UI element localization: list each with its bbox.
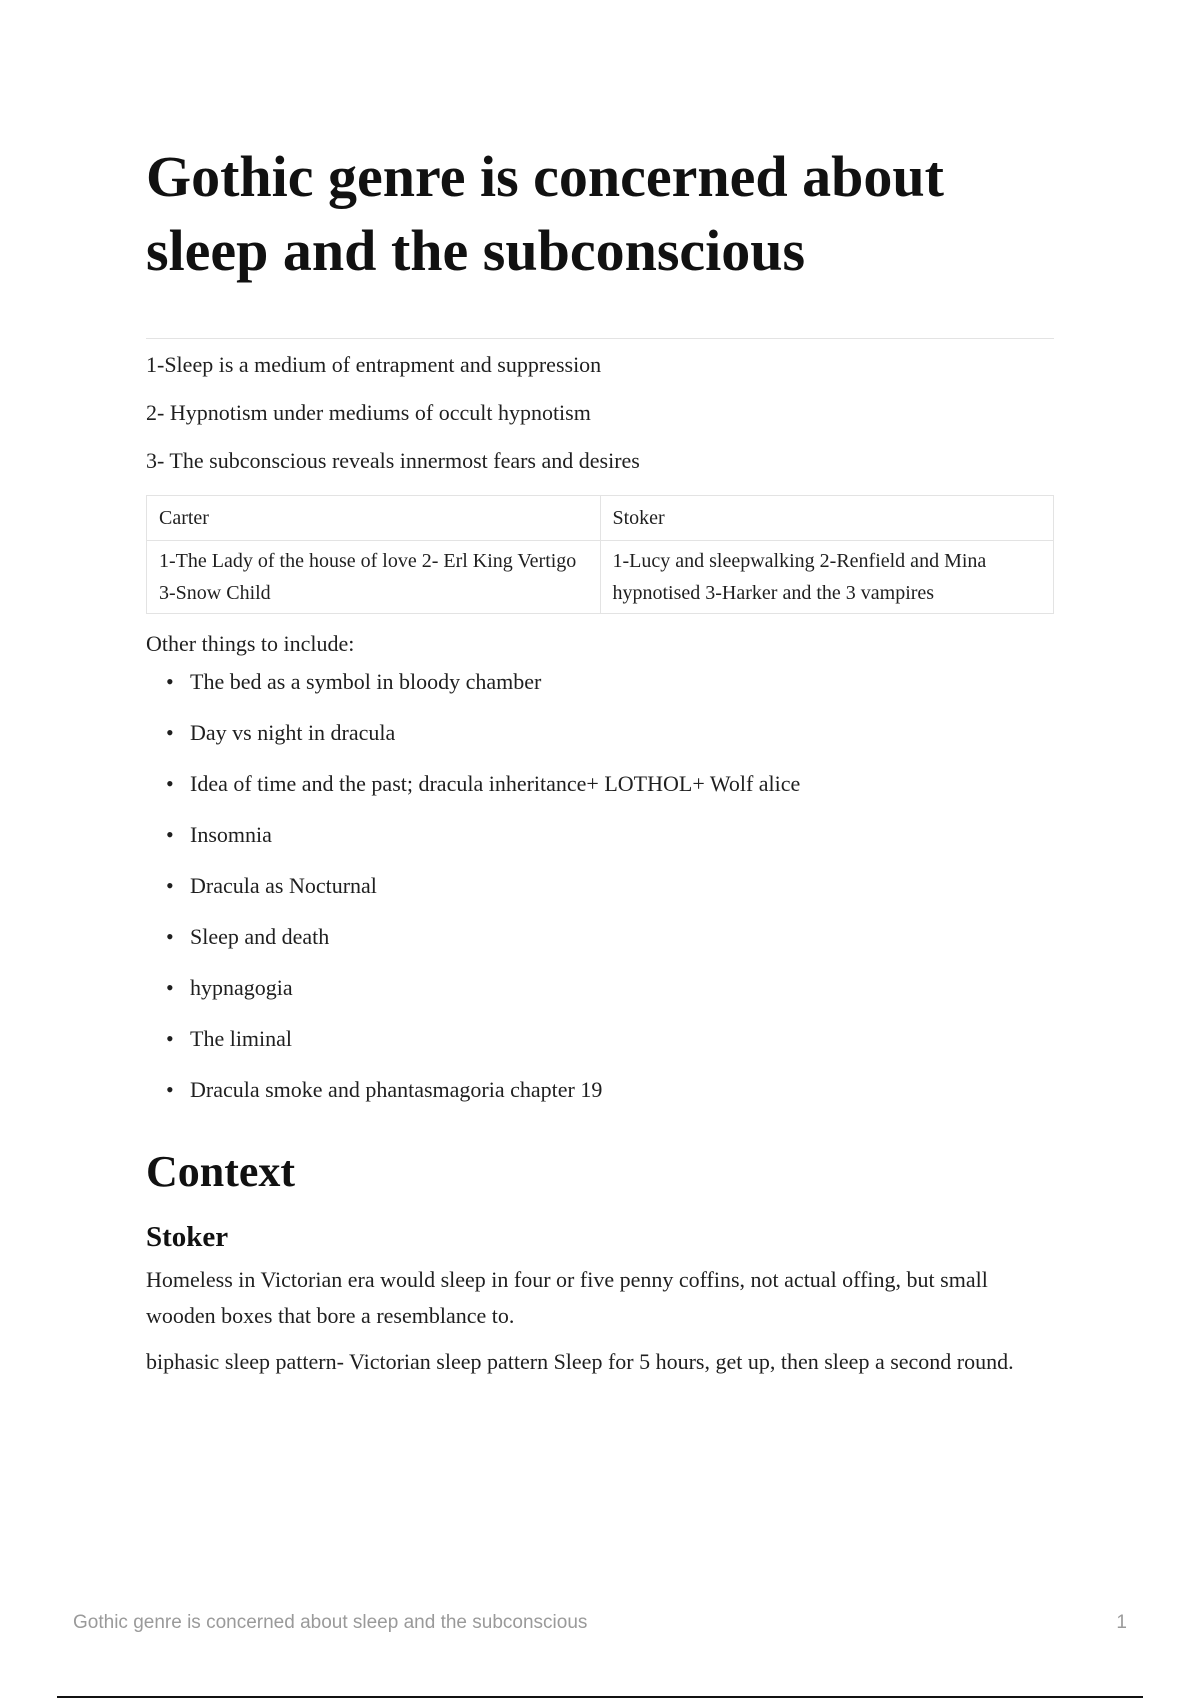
list-item-text: Insomnia <box>190 822 272 847</box>
list-item-text: hypnagogia <box>190 975 293 1000</box>
table-header-stoker: Stoker <box>600 496 1054 541</box>
paragraph-biphasic-sleep: biphasic sleep pattern- Victorian sleep pattern Sleep for 5 hours, get up, then sleep a second round. <box>146 1349 1014 1374</box>
table-row <box>147 541 1054 614</box>
other-things-label: Other things to include: <box>146 631 355 656</box>
table-cell-carter: 1-The Lady of the house of love 2- Erl King Vertigo 3-Snow Child <box>147 541 601 614</box>
subsection-heading-stoker: Stoker <box>146 1221 229 1253</box>
numbered-line-3: 3- The subconscious reveals innermost fears and desires <box>146 448 640 473</box>
title-divider <box>146 338 1054 339</box>
footer-page-number: 1 <box>1116 1612 1127 1633</box>
list-item <box>166 770 1054 798</box>
list-item <box>166 821 1054 849</box>
list-item-text: Day vs night in dracula <box>190 720 396 745</box>
list-item <box>166 974 1054 1002</box>
bullet-dot-icon: • <box>166 771 174 796</box>
list-item <box>166 1076 1054 1104</box>
table-header-carter: Carter <box>147 496 601 541</box>
table-header-row <box>147 496 1054 541</box>
list-item-text: Sleep and death <box>190 924 330 949</box>
numbered-line-1: 1-Sleep is a medium of entrapment and suppression <box>146 352 602 377</box>
page-bottom-divider <box>57 1696 1143 1698</box>
bullet-dot-icon: • <box>166 975 174 1000</box>
page-footer <box>73 1612 1127 1634</box>
list-item-text: Idea of time and the past; dracula inheritance+ LOTHOL+ Wolf alice <box>190 771 801 796</box>
document-page <box>146 140 1054 1390</box>
list-item <box>166 1025 1054 1053</box>
list-item <box>166 872 1054 900</box>
comparison-table <box>146 495 1054 614</box>
bullet-dot-icon: • <box>166 1026 174 1051</box>
bullet-dot-icon: • <box>166 720 174 745</box>
list-item <box>166 668 1054 696</box>
numbered-line-2: 2- Hypnotism under mediums of occult hypnotism <box>146 400 591 425</box>
list-item-text: Dracula smoke and phantasmagoria chapter 19 <box>190 1077 603 1102</box>
list-item-text: The bed as a symbol in bloody chamber <box>190 669 542 694</box>
list-item <box>166 923 1054 951</box>
list-item-text: Dracula as Nocturnal <box>190 873 377 898</box>
bullet-dot-icon: • <box>166 1077 174 1102</box>
bullet-dot-icon: • <box>166 669 174 694</box>
bullet-dot-icon: • <box>166 822 174 847</box>
table-cell-stoker: 1-Lucy and sleepwalking 2-Renfield and Mina hypnotised 3-Harker and the 3 vampires <box>600 541 1054 614</box>
bullet-dot-icon: • <box>166 924 174 949</box>
bullet-list <box>146 668 1054 1104</box>
list-item <box>166 719 1054 747</box>
list-item-text: The liminal <box>190 1026 293 1051</box>
paragraph-coffins: Homeless in Victorian era would sleep in four or five penny coffins, not actual offing, but small wooden boxes that bore a resemblance to. <box>146 1267 988 1328</box>
bullet-dot-icon: • <box>166 873 174 898</box>
document-title: Gothic genre is concerned about sleep and the subconscious <box>146 144 944 283</box>
footer-title: Gothic genre is concerned about sleep and the subconscious <box>73 1612 588 1633</box>
section-heading-context: Context <box>146 1147 296 1196</box>
